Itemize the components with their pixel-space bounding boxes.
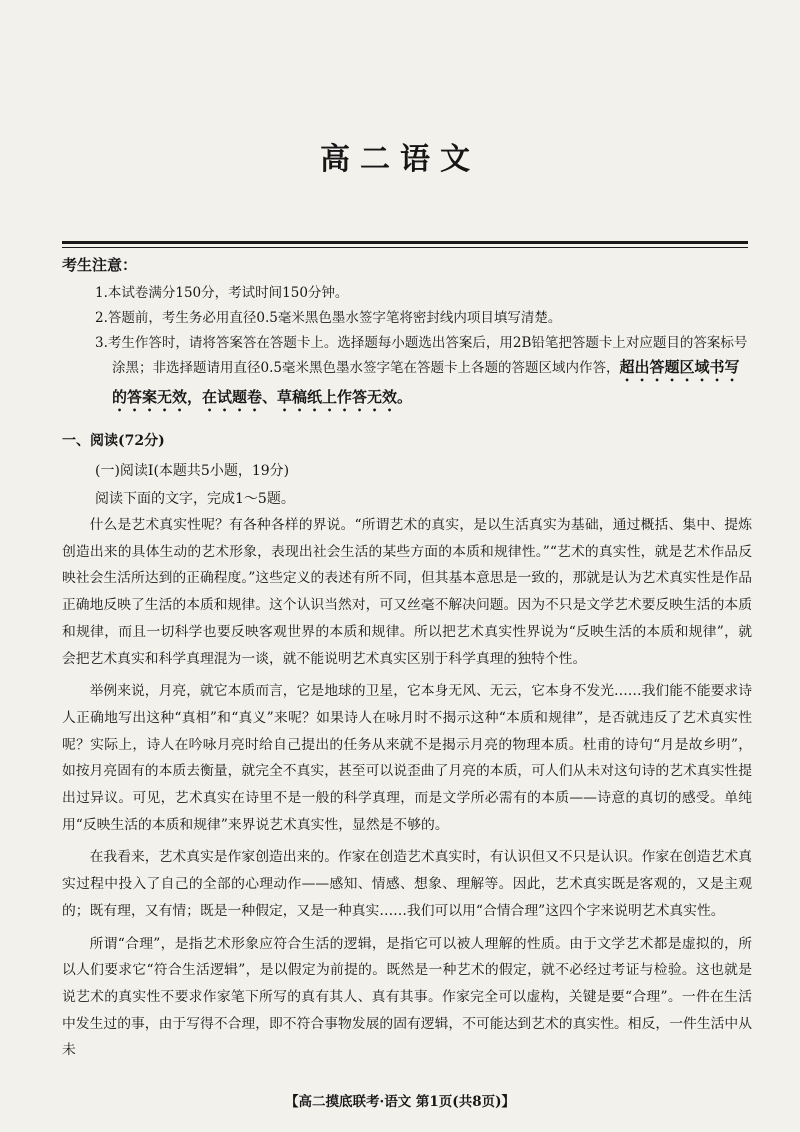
notice-item-2: 2.答题前，考生务必用直径0.5毫米黑色墨水签字笔将密封线内项目填写清楚。	[95, 310, 562, 326]
passage-paragraph-4: 所谓“合理”，是指艺术形象应符合生活的逻辑，是指它可以被人理解的性质。由于文学艺术都是虚拟的，所以人们要求它“符合生活逻辑”，是以假定为前提的。既然是一种艺术的假定，就不必经过考证与检验。这也就是说艺术的真实性不要求作家笔下所写的真有其人、真有其事。作家完全可以虚构，关键是要“合理”。一件在生活中发生过的事，由于写得不合理，即不符合事物发展的固有逻辑，不可能达到艺术的真实性。相反，一件生活中从未	[62, 935, 752, 1059]
page-title: 高二语文	[320, 142, 480, 177]
reading-passage	[62, 512, 752, 1070]
notice-item-3-emphasis: 超出答题区域书写的答案无效，在试题卷、草稿纸上作答无效。	[112, 358, 740, 406]
section-heading: 一、阅读(72分)	[62, 433, 165, 449]
subsection-heading: (一)阅读Ⅰ(本题共5小题，19分)	[95, 463, 290, 479]
header-divider-thin	[62, 247, 748, 248]
notice-item-3-text: 3.考生作答时，请将答案答在答题卡上。选择题每小题选出答案后，用2B铅笔把答题卡上对应题目的答案标号涂黑；非选择题请用直径0.5毫米黑色墨水签字笔在答题卡上各题的答题区域内作答，	[95, 335, 748, 376]
header-divider-thick	[62, 241, 748, 244]
reading-instruction: 阅读下面的文字，完成1～5题。	[95, 491, 295, 507]
notice-heading: 考生注意：	[62, 256, 138, 274]
page-footer: 【高二摸底联考·语文 第1页(共8页)】	[285, 1094, 515, 1110]
passage-paragraph-3: 在我看来，艺术真实是作家创造出来的。作家在创造艺术真实时，有认识但又不只是认识。作家在创造艺术真实过程中投入了自己的全部的心理动作——感知、情感、想象、理解等。因此，艺术真实既是客观的，又是主观的；既有理，又有情；既是一种假定，又是一种真实……我们可以用“合情合理”这四个字来说明艺术真实性。	[62, 849, 752, 919]
notice-list	[95, 281, 750, 416]
notice-item-3	[95, 331, 750, 415]
passage-paragraph-1: 什么是艺术真实性呢？有各种各样的界说。“所谓艺术的真实，是以生活真实为基础，通过概括、集中、提炼创造出来的具体生动的艺术形象，表现出社会生活的某些方面的本质和规律性。”“艺术的真实性，就是艺术作品反映社会生活所达到的正确程度。”这些定义的表述有所不同，但其基本意思是一致的，那就是认为艺术真实性是作品正确地反映了生活的本质和规律。这个认识当然对，可又丝毫不解决问题。因为不只是文学艺术要反映生活的本质和规律，而且一切科学也要反映客观世界的本质和规律。所以把艺术真实性界说为“反映生活的本质和规律”，就会把艺术真实和科学真理混为一谈，就不能说明艺术真实区别于科学真理的独特个性。	[62, 517, 752, 667]
notice-item-1: 1.本试卷满分150分，考试时间150分钟。	[95, 285, 349, 301]
passage-paragraph-2: 举例来说，月亮，就它本质而言，它是地球的卫星，它本身无风、无云，它本身不发光……我们能不能要求诗人正确地写出这种“真相”和“真义”来呢？如果诗人在咏月时不揭示这种“本质和规律”，是否就违反了艺术真实性呢？实际上，诗人在吟咏月亮时给自己提出的任务从来就不是揭示月亮的物理本质。杜甫的诗句“月是故乡明”，如按月亮固有的本质去衡量，就完全不真实，甚至可以说歪曲了月亮的本质，可人们从未对这句诗的艺术真实性提出过异议。可见，艺术真实在诗里不是一般的科学真理，而是文学所必需有的本质——诗意的真切的感受。单纯用“反映生活的本质和规律”来界说艺术真实性，显然是不够的。	[62, 683, 752, 833]
